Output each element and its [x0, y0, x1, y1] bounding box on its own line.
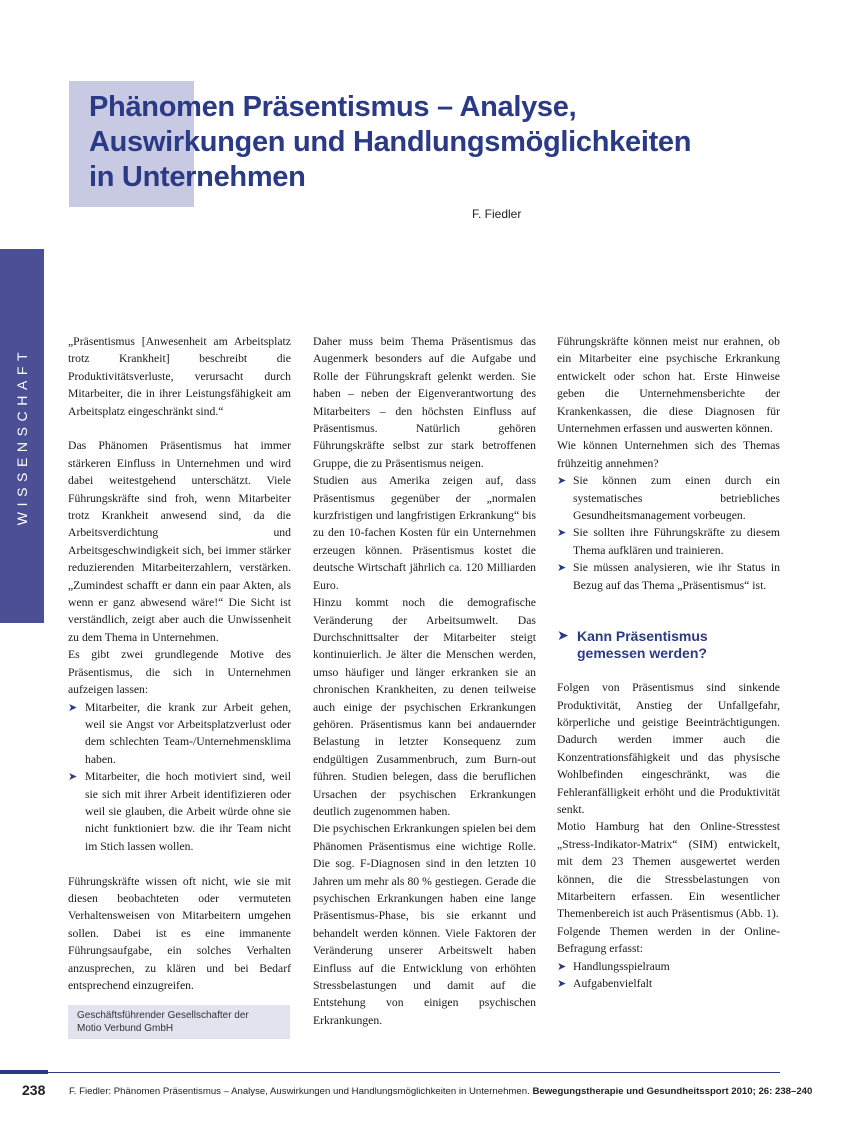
section-tab-label: WISSENSCHAFT	[14, 346, 30, 526]
section-heading	[557, 628, 780, 662]
bullet-list	[557, 958, 780, 993]
author-affiliation	[68, 1005, 290, 1039]
footer-accent-bar	[0, 1070, 48, 1074]
paragraph: Studien aus Amerika zeigen auf, dass Präsentismus gegenüber der „normalen kurzfristigen und langfristigen Erkrankung“ bis zu den 10-fachen Kosten für ein Unternehmen erzeugen können. Präsentismus kostet die deutsche Wirtschaft jährlich ca. 120 Milliarden Euro.	[313, 474, 536, 592]
article-title	[89, 90, 769, 195]
quote-paragraph: „Präsentismus [Anwesenheit am Arbeitsplatz trotz Krankheit] beschreibt die Produktivitätsverluste, verursacht durch Mitarbeiter, die in ihrer Leistungsfähigkeit am Arbeitsplatz eingeschränkt sind.“	[68, 335, 291, 418]
list-item-text: Aufgabenvielfalt	[573, 977, 653, 990]
journal-reference: Bewegungstherapie und Gesundheitssport 2010; 26: 238–240	[532, 1086, 813, 1097]
bullet-list	[557, 472, 780, 594]
paragraph: Das Phänomen Präsentismus hat immer stärkeren Einfluss in Unternehmen und wird dabei weitestgehend unterschätzt. Viele Führungskräfte sind froh, wenn Mitarbeiter trotz Krankheit anwesend sind, da die Arbeitsverdichtung und Arbeitsgeschwindigkeit sich, bei immer stärker reduzierenden Mitarbeiterzahlern, verstärken. „Zumindest schafft er dann ein paar Akten, als wenn er ganz abwesend wäre!“ Die Sicht ist verständlich, zeigt aber auch die Unwissenheit zu dem Thema in Unternehmen.	[68, 439, 291, 644]
list-item-text: Handlungsspielraum	[573, 959, 670, 973]
title-line: in Unternehmen	[89, 161, 306, 193]
heading-line: Kann Präsentismus	[577, 628, 708, 645]
footer-divider	[48, 1072, 780, 1073]
footer-citation	[69, 1086, 812, 1097]
arrow-right-icon: ➤	[68, 770, 78, 784]
page-number: 238	[22, 1082, 46, 1098]
list-item	[557, 559, 780, 594]
list-item-text: Mitarbeiter, die krank zur Arbeit gehen, weil sie Angst vor Arbeitsplatzverlust oder dem schlechten Team-/Unternehmensklima haben.	[85, 700, 291, 766]
list-item	[68, 699, 291, 769]
arrow-right-icon: ➤	[557, 959, 567, 973]
list-item-text: Mitarbeiter, die hoch motiviert sind, weil sie sich mit ihrer Arbeit identifizieren oder weil sie glauben, die Arbeit würde ohne sie nicht funktioniert bzw. die ihr Team nicht im Stich lassen wollen.	[85, 770, 291, 853]
list-item-text: Sie können zum einen durch ein systematisches betriebliches Gesundheitsmanagement vorbeugen.	[573, 474, 780, 523]
paragraph: Wie können Unternehmen sich des Themas frühzeitig annehmen?	[557, 439, 780, 470]
arrow-right-icon: ➤	[557, 628, 569, 645]
arrow-right-icon: ➤	[68, 700, 78, 714]
paragraph: Führungskräfte wissen oft nicht, wie sie mit diesen beobachteten oder vermuteten Verhaltensweisen von Mitarbeitern umgehen sollen. Dabei ist es eine immanente Führungsaufgabe, ein solches Verhalten anzusprechen, zu klären und bei Bedarf entsprechend einzugreifen.	[68, 874, 291, 992]
column-3	[557, 333, 780, 992]
paragraph: Folgende Themen werden in der Online-Befragung erfasst:	[557, 924, 780, 956]
arrow-right-icon: ➤	[557, 526, 567, 540]
affiliation-line: Geschäftsführender Gesellschafter der	[77, 1010, 249, 1021]
paragraph: Hinzu kommt noch die demografische Veränderung der Arbeitsumwelt. Das Durchschnittsalter der Mitarbeiter steigt kontinuierlich. Je älter die Menschen werden, umso häufiger und länger erkranken sie an chronischen Krankheiten, zu denen teilweise auch einige der psychischen Erkrankungen gehören. Präsentismus kann bei andauernder Belastung in letzter Konsequenz zum endgültigen Zusammenbruch, zum Burn-out führen. Studien belegen, dass die beruflichen Ursachen der psychischen Erkrankungen deutlich zugenommen haben.	[313, 596, 536, 818]
arrow-right-icon: ➤	[557, 561, 567, 575]
list-item-text: Sie müssen analysieren, wie ihr Status in Bezug auf das Thema „Präsentismus“ ist.	[573, 561, 780, 592]
affiliation-line: Motio Verbund GmbH	[77, 1023, 174, 1034]
list-item	[557, 958, 780, 975]
paragraph: Folgen von Präsentismus sind sinkende Produktivität, Anstieg der Unfallgefahr, körperliche und geistige Beeinträchtigungen. Dadurch werden immer auch die Konzentrationsfähigkeit und das physische Wohlbefinden eingeschränkt, was die Fehleranfälligkeit erhöht und die Produktivität senkt.	[557, 681, 780, 816]
paragraph: Daher muss beim Thema Präsentismus das Augenmerk besonders auf die Aufgabe und Rolle der Führungskraft gelenkt werden. Sie haben – neben der Eigenverantwortung des Mitarbeiters – den höchsten Einfluss auf Präsentismus. Natürlich gehören Führungskräfte selbst zur stark betroffenen Gruppe, die zu Präsentismus neigen.	[313, 335, 536, 470]
heading-line: gemessen werden?	[577, 645, 707, 662]
title-line: Phänomen Präsentismus – Analyse,	[89, 91, 577, 123]
paragraph: Führungskräfte können meist nur erahnen, ob ein Mitarbeiter eine psychische Erkrankung entwickelt oder schon hat. Erste Hinweise geben die Unternehmensberichte der Krankenkassen, die diese Diagnosen für Unternehmen erfassen und auswerten können.	[557, 335, 780, 436]
arrow-right-icon: ➤	[557, 474, 567, 488]
list-item	[557, 975, 780, 992]
arrow-right-icon: ➤	[557, 977, 567, 990]
column-1	[68, 333, 291, 994]
column-2	[313, 333, 536, 1029]
list-item	[68, 768, 291, 855]
author: F. Fiedler	[472, 207, 522, 221]
list-item	[557, 472, 780, 524]
citation-text: F. Fiedler: Phänomen Präsentismus – Analyse, Auswirkungen und Handlungsmöglichkeiten in Unternehmen.	[69, 1086, 530, 1097]
bullet-list	[68, 699, 291, 856]
paragraph: Es gibt zwei grundlegende Motive des Präsentismus, die sich in Unternehmen aufzeigen lassen:	[68, 648, 291, 697]
paragraph: Die psychischen Erkrankungen spielen bei dem Phänomen Präsentismus eine wichtige Rolle. Die sog. F-Diagnosen sind in den letzten 10 Jahren um mehr als 80 % gestiegen. Gerade die psychischen Erkrankungen haben eine lange Präsentismus-Phase, bis sie erkannt und behandelt werden können. Viele Faktoren der Veränderung unserer Arbeitswelt haben Einfluss auf die Entwicklung von erhöhten Stressbelastungen und damit auf die Entstehung von einigen psychischen Erkrankungen.	[313, 822, 536, 1027]
title-line: Auswirkungen und Handlungsmöglichkeiten	[89, 126, 692, 158]
paragraph: Motio Hamburg hat den Online-Stresstest „Stress-Indikator-Matrix“ (SIM) entwickelt, mit dem 23 Themen ausgewertet werden können, die die Stressbelastungen von Mitarbeitern erfassen. Ein wesentlicher Themenbereich ist auch Präsentismus (Abb. 1).	[557, 820, 780, 921]
list-item-text: Sie sollten ihre Führungskräfte zu diesem Thema aufklären und trainieren.	[573, 526, 780, 557]
list-item	[557, 524, 780, 559]
